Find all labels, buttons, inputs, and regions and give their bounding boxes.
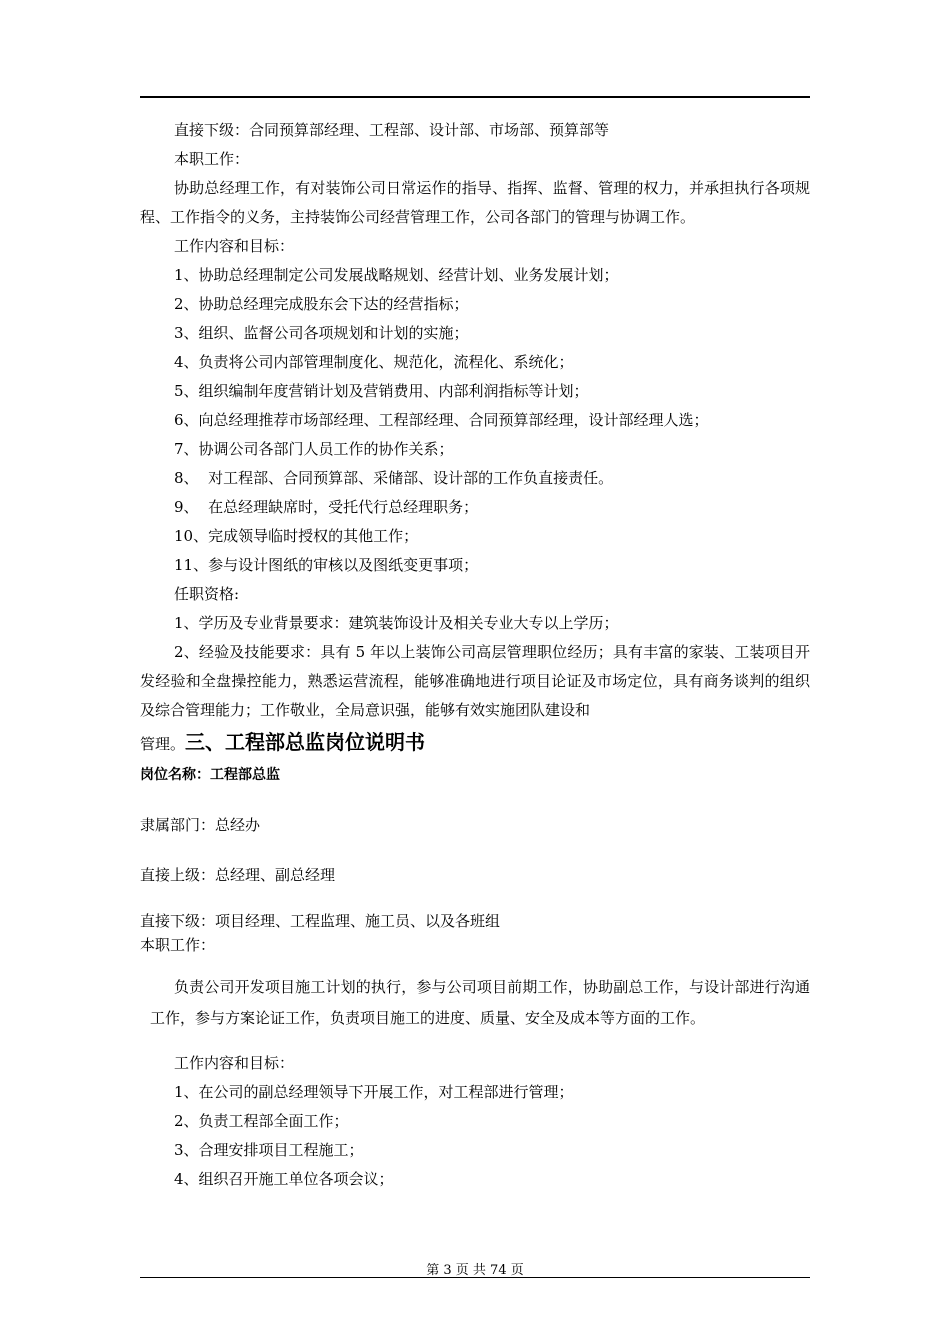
section-heading-line [140, 725, 810, 761]
goal-item: 1、协助总经理制定公司发展战略规划、经营计划、业务发展计划； [174, 266, 619, 284]
goal-item: 10、完成领导临时授权的其他工作； [174, 527, 419, 545]
superior-line: 直接上级：总经理、副总经理 [140, 866, 336, 884]
goals-label: 工作内容和目标： [174, 237, 295, 255]
document-body [140, 116, 810, 1194]
goal-item: 11、参与设计图纸的审核以及图纸变更事项； [174, 556, 479, 574]
header-rule [140, 96, 810, 98]
goal-item-2: 2、负责工程部全面工作； [174, 1112, 349, 1130]
goal-item: 4、负责将公司内部管理制度化、规范化，流程化、系统化； [174, 353, 574, 371]
goal-item-2: 4、组织召开施工单位各项会议； [174, 1170, 394, 1188]
goal-item: 7、协调公司各部门人员工作的协作关系； [174, 440, 454, 458]
goals-label-2: 工作内容和目标： [174, 1054, 295, 1072]
goal-item-2: 1、在公司的副总经理领导下开展工作，对工程部进行管理； [174, 1083, 574, 1101]
goal-item: 2、协助总经理完成股东会下达的经营指标； [174, 295, 469, 313]
duty-paragraph: 协助总经理工作，有对装饰公司日常运作的指导、指挥、监督、管理的权力，并承担执行各项规程、工作指令的义务，主持装饰公司经营管理工作，公司各部门的管理与协调工作。 [140, 179, 810, 226]
goal-item: 9、 在总经理缺席时，受托代行总经理职务； [174, 498, 479, 516]
section-heading: 三、工程部总监岗位说明书 [185, 730, 426, 754]
department-line: 隶属部门：总经办 [140, 816, 261, 834]
direct-subordinates-line: 直接下级：合同预算部经理、工程部、设计部、市场部、预算部等 [174, 121, 610, 139]
duty-label-2: 本职工作： [140, 936, 216, 954]
qualification-end: 管理。 [140, 735, 186, 753]
footer-rule [140, 1277, 810, 1278]
goal-item: 6、向总经理推荐市场部经理、工程部经理、合同预算部经理，设计部经理人选； [174, 411, 709, 429]
page-footer: 第 3 页 共 74 页 [426, 1263, 524, 1278]
goal-item: 5、组织编制年度营销计划及营销费用、内部利润指标等计划； [174, 382, 589, 400]
qualification-label: 任职资格: [174, 585, 240, 603]
goal-item: 8、 对工程部、合同预算部、采储部、设计部的工作负直接责任。 [174, 469, 614, 487]
qualification-item: 1、学历及专业背景要求：建筑装饰设计及相关专业大专以上学历； [174, 614, 619, 632]
goal-item-2: 3、合理安排项目工程施工； [174, 1141, 364, 1159]
post-name: 岗位名称：工程部总监 [140, 767, 280, 783]
subordinates-line: 直接下级：项目经理、工程监理、施工员、以及各班组 [140, 912, 501, 930]
goal-item: 3、组织、监督公司各项规划和计划的实施； [174, 324, 469, 342]
duty-paragraph-2: 负责公司开发项目施工计划的执行，参与公司项目前期工作，协助副总工作，与设计部进行沟通工作，参与方案论证工作，负责项目施工的进度、质量、安全及成本等方面的工作。 [150, 978, 810, 1027]
duty-label: 本职工作： [174, 150, 250, 168]
qualification-item: 2、经验及技能要求：具有 5 年以上装饰公司高层管理职位经历；具有丰富的家装、工装项目开发经验和全盘操控能力，熟悉运营流程，能够准确地进行项目论证及市场定位，具有商务谈判的组织及综合管理能力；工作敬业，全局意识强，能够有效实施团队建设和 [140, 643, 810, 719]
